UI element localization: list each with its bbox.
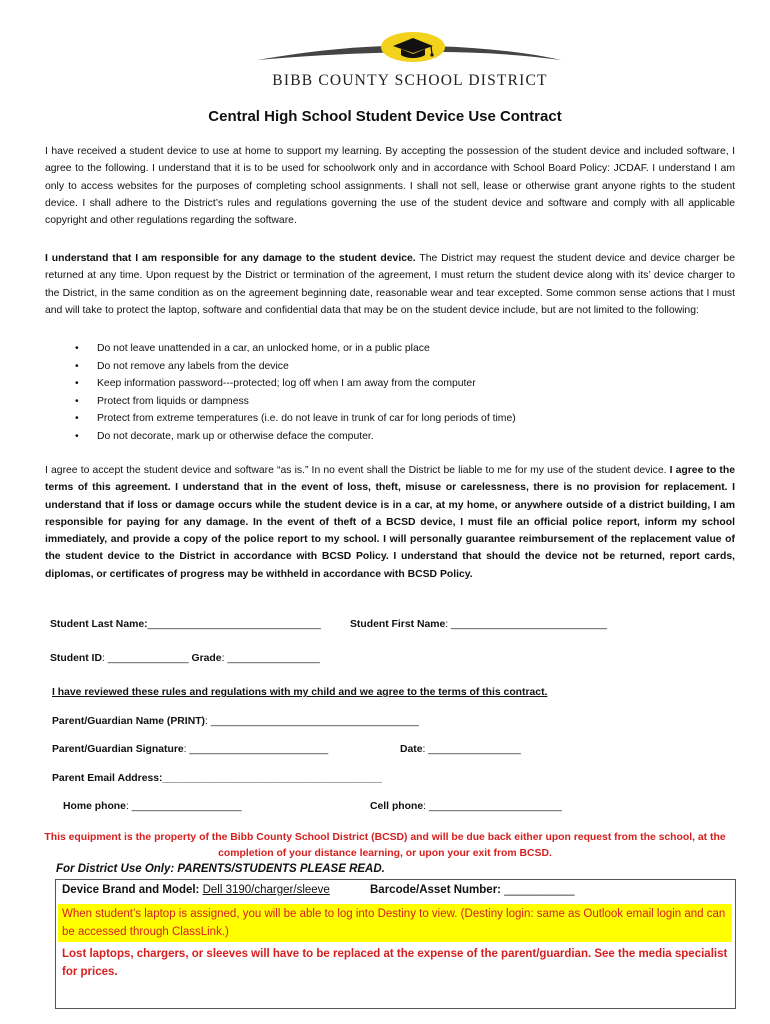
student-last-name-line[interactable]: ______________________________ — [147, 619, 321, 630]
lost-items-note: Lost laptops, chargers, or sleeves will have to be replaced at the expense of the parent/guardian. See the media specialist for prices. — [62, 948, 728, 978]
parent-signature-line[interactable]: : ________________________ — [183, 744, 329, 755]
list-item — [45, 375, 735, 393]
cell-phone-field[interactable] — [370, 801, 562, 812]
cell-phone-line[interactable]: : _______________________ — [423, 801, 562, 812]
parent-email-label: Parent Email Address — [52, 773, 160, 784]
device-model-value: Dell 3190/charger/sleeve — [202, 884, 330, 896]
destiny-login-note: When student’s laptop is assigned, you will be able to log into Destiny to view. (Destiny login: same as Outlook email login and can be accessed through ClassLink.) — [62, 908, 726, 938]
barcode-label: Barcode/Asset Number: — [370, 884, 505, 896]
list-item — [45, 428, 735, 446]
student-last-name-field[interactable] — [50, 619, 321, 630]
grade-label: Grade — [188, 653, 222, 664]
district-use-heading: For District Use Only: PARENTS/STUDENTS PLEASE READ. — [56, 863, 385, 875]
list-item — [45, 340, 735, 358]
agreement-paragraph-1: I have received a student device to use at home to support my learning. By accepting the possession of the student device and included software, I agree to the following. I understand that it is to be used for schoolwork only and in accordance with School Board Policy: JCDAF. I understand I am only to access websites for the purposes of completing school assignments. I shall not sell, lease or otherwise grant anyone rights to the student device. I shall adhere to the District’s rules and regulations governing the use of the student device and software and comply with all applicable copyright and other regulations regarding the software. — [45, 146, 735, 227]
barcode-field[interactable] — [370, 884, 575, 896]
list-item — [45, 358, 735, 376]
device-info-row — [62, 884, 575, 896]
student-last-name-label: Student Last Name: — [50, 619, 148, 630]
list-item-text: Protect from liquids or dampness — [97, 395, 249, 407]
home-phone-line[interactable]: : ___________________ — [125, 801, 242, 812]
bullet-icon: • — [75, 343, 79, 354]
date-field[interactable] — [400, 744, 521, 755]
list-item-text: Do not leave unattended in a car, an unlocked home, or in a public place — [97, 343, 430, 354]
student-id-label: Student ID — [50, 653, 102, 664]
as-is-statement: I agree to accept the student device and software “as is.” In no event shall the District be liable to me for my use of the student device. — [45, 465, 667, 476]
date-line[interactable]: : ________________ — [422, 744, 521, 755]
list-item-text: Do not remove any labels from the device — [97, 360, 289, 372]
home-phone-field[interactable] — [63, 801, 242, 812]
bullet-icon: • — [75, 430, 79, 442]
parent-name-field[interactable] — [52, 716, 419, 727]
property-notice: This equipment is the property of the Bibb County School District (BCSD) and will be due back either upon request from the school, at the completion of your distance learning, or upon your exit from BCSD. — [44, 832, 726, 859]
parent-name-line[interactable]: : ____________________________________ — [205, 716, 419, 727]
bullet-icon: • — [75, 413, 79, 425]
student-first-name-field[interactable] — [350, 619, 607, 630]
list-item-text: Protect from extreme temperatures (i.e. do not leave in trunk of car for long periods of time) — [97, 413, 516, 425]
student-first-name-label: Student First Name — [350, 619, 446, 630]
bullet-icon: • — [75, 395, 79, 407]
district-logo — [255, 30, 565, 100]
agreement-paragraph-3 — [45, 462, 735, 583]
parent-name-label: Parent/Guardian Name (PRINT) — [52, 716, 206, 727]
agreement-paragraph-2 — [45, 250, 735, 319]
student-id-grade-field[interactable] — [50, 653, 320, 664]
list-item — [45, 393, 735, 411]
list-item-text: Keep information password---protected; log off when I am away from the computer — [97, 378, 476, 390]
parent-signature-field[interactable] — [52, 744, 328, 755]
page-title: Central High School Student Device Use Contract — [208, 108, 562, 125]
student-first-name-line[interactable]: : ___________________________ — [445, 619, 608, 630]
terms-statement: I agree to the terms of this agreement. I understand that in the event of loss, theft, misuse or carelessness, there is no provision for replacement. I understand that if loss or damage occurs while the student device is in a car, at my home, or anywhere outside of a district building, I am responsible for paying for any damage. In the event of theft of a BCSD device, I must file an official police report, inform my school immediately, and provide a copy of the police report to my school. I will personally guarantee reimbursement of the replacement value of the student device to the District in accordance with BCSD Policy. I understand that should the device not be returned, report cards, diplomas, or certificates of progress may be withheld in accordance with BCSD Policy. — [45, 465, 736, 580]
bullet-icon: • — [75, 378, 79, 390]
responsibility-statement: I understand that I am responsible for any damage to the student device. — [45, 253, 416, 264]
parent-email-line[interactable]: :______________________________________ — [159, 773, 383, 784]
date-label: Date — [400, 744, 423, 755]
parent-signature-label: Parent/Guardian Signature — [52, 744, 184, 755]
grade-line[interactable]: : ________________ — [221, 653, 320, 664]
device-model-label: Device Brand and Model: — [62, 884, 203, 896]
district-use-box — [55, 879, 736, 1009]
cell-phone-label: Cell phone — [370, 801, 424, 812]
student-id-line[interactable]: : ______________ — [101, 653, 189, 664]
care-rules-list — [45, 340, 735, 446]
barcode-line[interactable]: ___________ — [504, 884, 575, 896]
home-phone-label: Home phone — [63, 801, 126, 812]
parent-email-field[interactable] — [52, 773, 382, 784]
list-item — [45, 410, 735, 428]
bullet-icon: • — [75, 360, 79, 372]
district-name: BIBB COUNTY SCHOOL DISTRICT — [272, 72, 548, 89]
graduation-cap-icon — [255, 30, 565, 76]
responsibility-details: The District may request the student device and device charger be returned at any time. Upon request by the District or termination of the agreement, I must return the student device along with its’ device charger to the District, in the same condition as on the agreement beginning date, reasonable wear and tear excepted. Some common sense actions that I must and will take to protect the laptop, software and confidential data that may be on the student device include, but are not limited to the following: — [45, 253, 735, 316]
list-item-text: Do not decorate, mark up or otherwise deface the computer. — [97, 430, 374, 442]
parent-agreement-heading: I have reviewed these rules and regulations with my child and we agree to the terms of this contract. — [52, 687, 548, 698]
